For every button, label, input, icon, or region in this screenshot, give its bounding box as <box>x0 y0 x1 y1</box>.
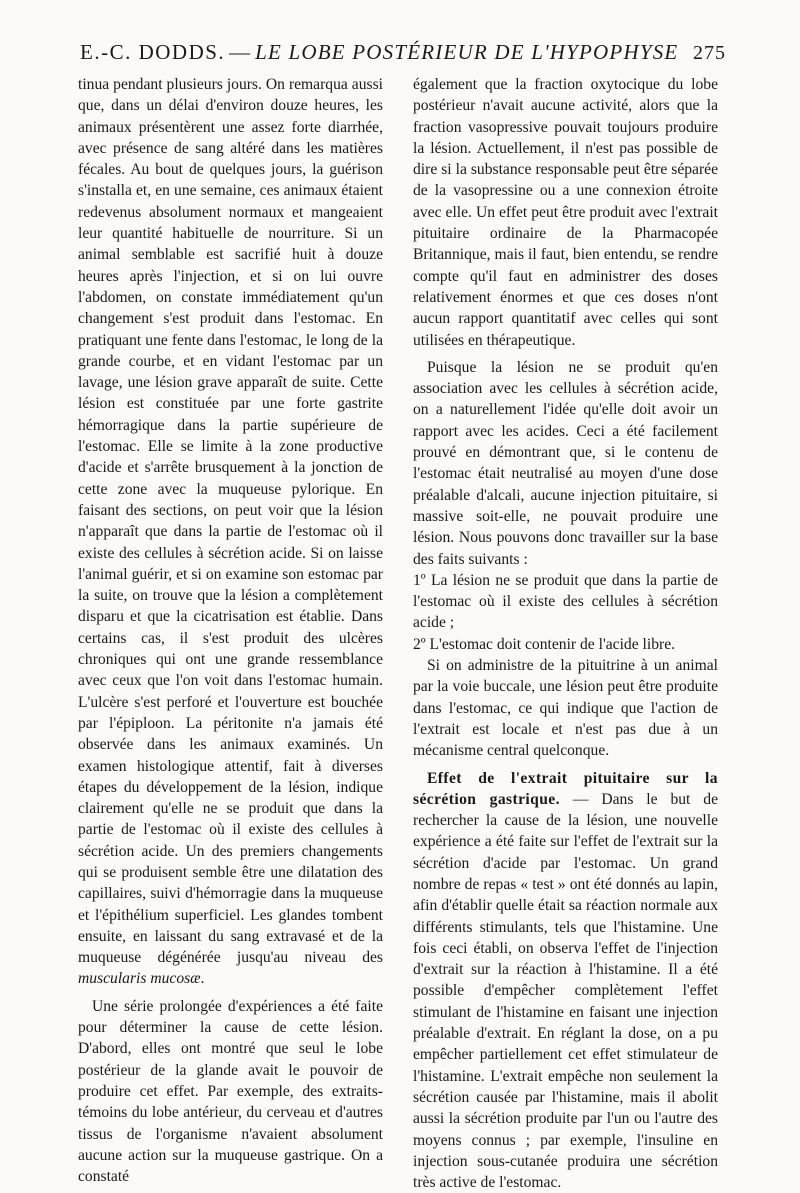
right-paragraph-2: Puisque la lésion ne se produit qu'en association avec les cellules à sécrétion acide, on a naturellement l'idée qu'elle doit avoir un rapport avec les acides. Ceci a été facilement prouvé en démontrant que, si le contenu de l'estomac était neutralisé au moyen d'une dose préalable d'alcali, aucune injection pituitaire, si massive soit-elle, ne pouvait produire une lésion. Nous pouvons donc travailler sur la base des faits suivants : <box>413 357 718 570</box>
left-paragraph-1-end: . <box>201 970 205 987</box>
running-head-author: E.-C. DODDS. <box>80 40 225 64</box>
left-paragraph-1-text: tinua pendant plusieurs jours. On remarqua aussi que, dans un délai d'environ douze heures, les animaux présentèrent une assez forte diarrhée, avec présence de sang altéré dans les matières fécales. Au bout de quelques jours, la guérison s'installa et, en une semaine, ces animaux étaient redevenus absolument normaux et mangeaient leur quantité habituelle de nourriture. Si un animal semblable est sacrifié huit à douze heures après l'injection, et si on lui ouvre l'abdomen, on constate immédiatement qu'un changement s'est produit dans l'estomac. En pratiquant une fente dans l'estomac, le long de la grande courbe, et en vidant l'estomac par un lavage, une lésion grave apparaît de suite. Cette lésion est constituée par une forte gastrite hémorragique dans la partie supérieure de l'estomac. Elle se limite à la zone productive d'acide et s'arrête brusquement à la jonction de cette zone avec la muqueuse pylorique. En faisant des sections, on peut voir que la lésion n'apparaît que dans la partie de l'estomac où il existe des cellules à sécrétion acide. Si on laisse l'animal guérir, et si on examine son estomac par la suite, on trouve que la lésion a complètement disparu et que la cicatrisation est établie. Dans certains cas, il s'est produit des ulcères chroniques qui ont une grande ressemblance avec ceux que l'on voit dans l'estomac humain. L'ulcère s'est perforé et l'ouverture est bouchée par l'épiploon. La péritonite n'a jamais été observée dans les animaux examinés. Un examen histologique attentif, fait à diverses étapes du développement de la lésion, indique clairement qu'elle ne se produit que dans la partie de l'estomac où il existe des cellules à sécrétion acide. Un des premiers changements qui se produisent semble être une dilatation des capillaires, suivi d'hémorragie dans la muqueuse et l'épithélium superficiel. Les glandes tombent ensuite, en laissant du sang extravasé et de la muqueuse dégénérée jusqu'au niveau des <box>78 76 383 966</box>
left-column <box>78 74 383 1187</box>
running-head-text <box>80 40 678 65</box>
list-item-1: 1º La lésion ne se produit que dans la partie de l'estomac où il existe des cellules à sécrétion acide ; <box>413 570 718 634</box>
left-paragraph-2: Une série prolongée d'expériences a été faite pour déterminer la cause de cette lésion. D'abord, elles ont montré que seul le lobe postérieur de la glande avait le pouvoir de produire cet effet. Par exemple, des extraits-témoins du lobe antérieur, du cerveau et d'autres tissus de l'organisme n'avaient absolument aucune action sur la muqueuse gastrique. On a constaté <box>78 996 383 1188</box>
running-head-dash: — <box>229 40 251 64</box>
right-column <box>413 74 718 1193</box>
right-paragraph-4 <box>413 768 718 1193</box>
list-item-2: 2º L'estomac doit contenir de l'acide libre. <box>413 634 718 655</box>
right-paragraph-4-text: — Dans le but de rechercher la cause de la lésion, une nouvelle expérience a été faite sur l'effet de l'extrait sur la sécrétion d'acide par l'estomac. Un grand nombre de repas « test » ont été donnés au lapin, afin d'établir quelle était sa réaction normale aux différents stimulants, tels que l'histamine. Une fois ceci établi, on observa l'effet de l'injection d'extrait sur la réaction à l'histamine. Il a été possible d'empêcher complètement l'effet stimulant de l'histamine en faisant une injection préalable d'extrait. En réglant la dose, on a pu empêcher partiellement cet effet stimulateur de l'histamine. L'extrait empêche non seulement la sécrétion causée par l'histamine, mais il abolit aussi la sécrétion produite par l'un ou l'autre des moyens connus ; par exemple, l'insuline en injection sous-cutanée produira une sécrétion très active de l'estomac. <box>413 791 718 1191</box>
left-paragraph-1-italic: muscularis mucosæ <box>78 970 201 987</box>
page-number: 275 <box>693 42 726 65</box>
left-paragraph-1 <box>78 74 383 990</box>
right-paragraph-3: Si on administre de la pituitrine à un animal par la voie buccale, une lésion peut être produite dans l'estomac, ce qui indique que l'action de l'extrait est locale et n'est pas due à un mécanisme central quelconque. <box>413 655 718 761</box>
right-paragraph-1: également que la fraction oxytocique du lobe postérieur n'avait aucune activité, alors que la fraction vasopressive pouvait toujours produire la lésion. Actuellement, il n'est pas possible de dire si la substance responsable peut être séparée de la vasopressine ou a une connexion étroite avec elle. Un effet peut être produit avec l'extrait pituitaire ordinaire de la Pharmacopée Britannique, mais il faut, bien entendu, se rendre compte qu'il faut en administrer des doses relativement énormes et que ces doses n'ont aucun rapport quantitatif avec celles qui sont utilisées en thérapeutique. <box>413 74 718 351</box>
running-head-title: LE LOBE POSTÉRIEUR DE L'HYPOPHYSE <box>255 40 678 64</box>
section-heading: Effet de l'extrait pituitaire sur la sécrétion gastrique. <box>413 770 718 808</box>
running-head <box>80 40 726 70</box>
